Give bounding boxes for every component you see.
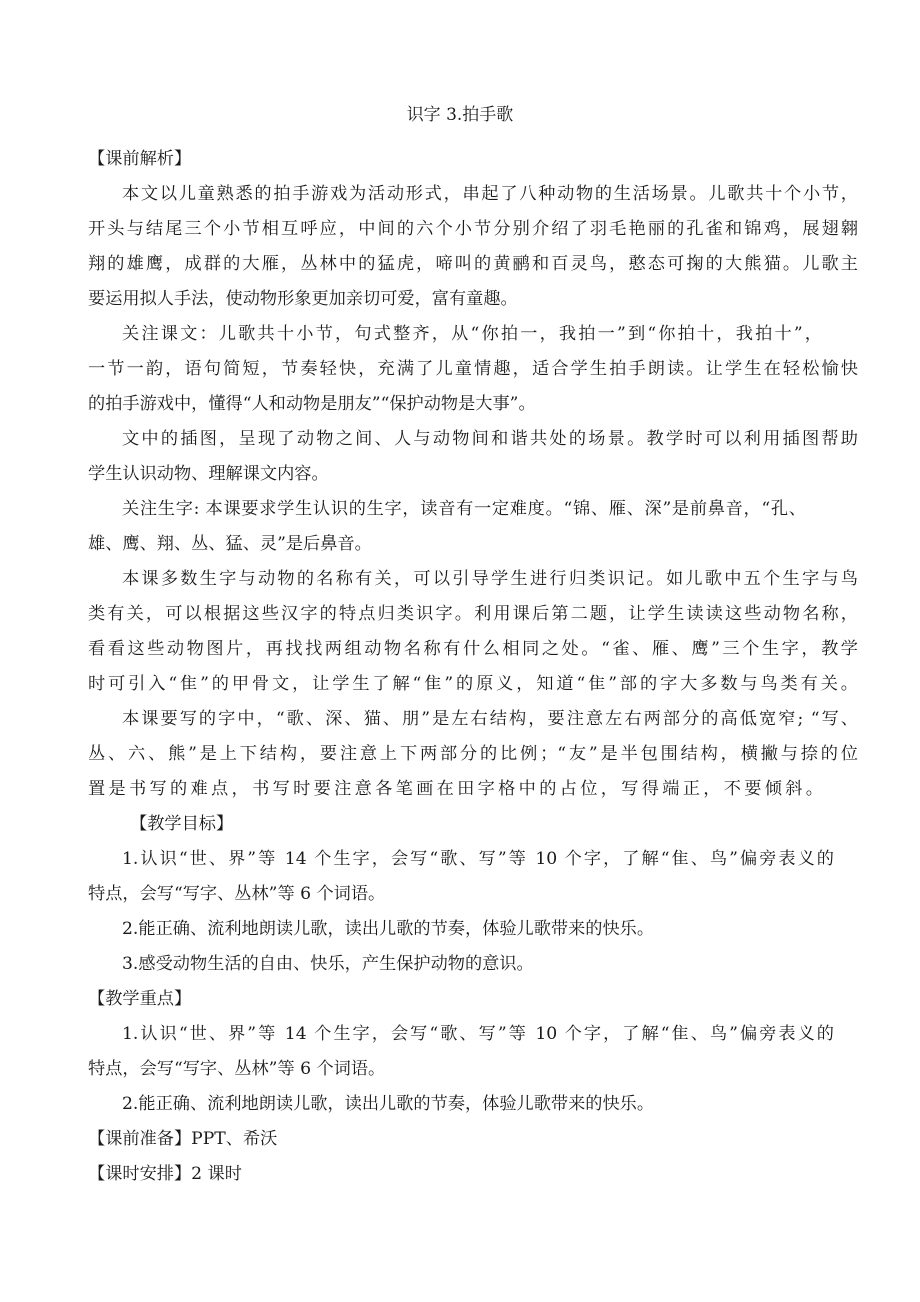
document-title: 识字 3.拍手歌	[406, 105, 514, 125]
analysis-line: 翔的雄鹰，成群的大雁，丛林中的猛虎，啼叫的黄鹂和百灵鸟，憨态可掬的大熊猫。儿歌主	[88, 254, 858, 274]
analysis-heading: 【课前解析】	[88, 149, 192, 169]
goals-line: 3.感受动物生活的自由、快乐，产生保护动物的意识。	[122, 954, 534, 974]
analysis-line: 要运用拟人手法，使动物形象更加亲切可爱，富有童趣。	[88, 289, 518, 309]
analysis-line: 本课多数生字与动物的名称有关，可以引导学生进行归类识记。如儿歌中五个生字与鸟	[122, 569, 858, 589]
analysis-line: 时可引入“隹”的甲骨文，让学生了解“隹”的原义，知道“隹”部的字大多数与鸟类有关。	[88, 674, 858, 694]
goals-line: 1.认识“世、界”等 14 个生字，会写“歌、写”等 10 个字，了解“隹、鸟”偏旁表义的	[122, 849, 834, 869]
analysis-line: 置是书写的难点，书写时要注意各笔画在田字格中的占位，写得端正，不要倾斜。	[88, 779, 823, 799]
analysis-line: 开头与结尾三个小节相互呼应，中间的六个小节分别介绍了羽毛艳丽的孔雀和锦鸡，展翅翱	[88, 219, 858, 239]
analysis-line: 本课要写的字中，“歌、深、猫、朋”是左右结构，要注意左右两部分的高低宽窄; “写、	[122, 709, 858, 729]
schedule-line: 【课时安排】2 课时	[88, 1164, 242, 1184]
analysis-line: 丛、六、熊”是上下结构，要注意上下两部分的比例；“友”是半包围结构，横撇与捺的位	[88, 744, 858, 764]
focus-line: 1.认识“世、界”等 14 个生字，会写“歌、写”等 10 个字，了解“隹、鸟”偏旁表义的	[122, 1024, 834, 1044]
goals-heading: 【教学目标】	[130, 814, 234, 834]
analysis-line: 学生认识动物、理解课文内容。	[88, 464, 329, 484]
analysis-line: 关注课文：儿歌共十小节，句式整齐，从“你拍一，我拍一”到“你拍十，我拍十”，	[122, 324, 822, 344]
focus-heading: 【教学重点】	[88, 989, 192, 1009]
analysis-line: 看看这些动物图片，再找找两组动物名称有什么相同之处。“雀、雁、鹰”三个生字，教学	[88, 639, 858, 659]
analysis-line: 的拍手游戏中，懂得“人和动物是朋友”“保护动物是大事”。	[88, 394, 536, 414]
analysis-line: 雄、鹰、翔、丛、猛、灵”是后鼻音。	[88, 534, 372, 554]
analysis-line: 关注生字: 本课要求学生认识的生字，读音有一定难度。“锦、雁、深”是前鼻音，“孔、	[122, 499, 806, 519]
focus-line: 特点，会写“写字、丛林”等 6 个词语。	[88, 1059, 386, 1079]
analysis-line: 类有关，可以根据这些汉字的特点归类识字。利用课后第二题，让学生读读这些动物名称，	[88, 604, 858, 624]
focus-line: 2.能正确、流利地朗读儿歌，读出儿歌的节奏，体验儿歌带来的快乐。	[122, 1094, 655, 1114]
analysis-line: 文中的插图，呈现了动物之间、人与动物间和谐共处的场景。教学时可以利用插图帮助	[122, 429, 858, 449]
goals-line: 特点，会写“写字、丛林”等 6 个词语。	[88, 884, 386, 904]
goals-line: 2.能正确、流利地朗读儿歌，读出儿歌的节奏，体验儿歌带来的快乐。	[122, 919, 655, 939]
analysis-line: 一节一韵，语句简短，节奏轻快，充满了儿童情趣，适合学生拍手朗读。让学生在轻松愉快	[88, 359, 858, 379]
analysis-line: 本文以儿童熟悉的拍手游戏为活动形式，串起了八种动物的生活场景。儿歌共十个小节，	[122, 184, 858, 204]
prep-line: 【课前准备】PPT、希沃	[88, 1129, 278, 1149]
